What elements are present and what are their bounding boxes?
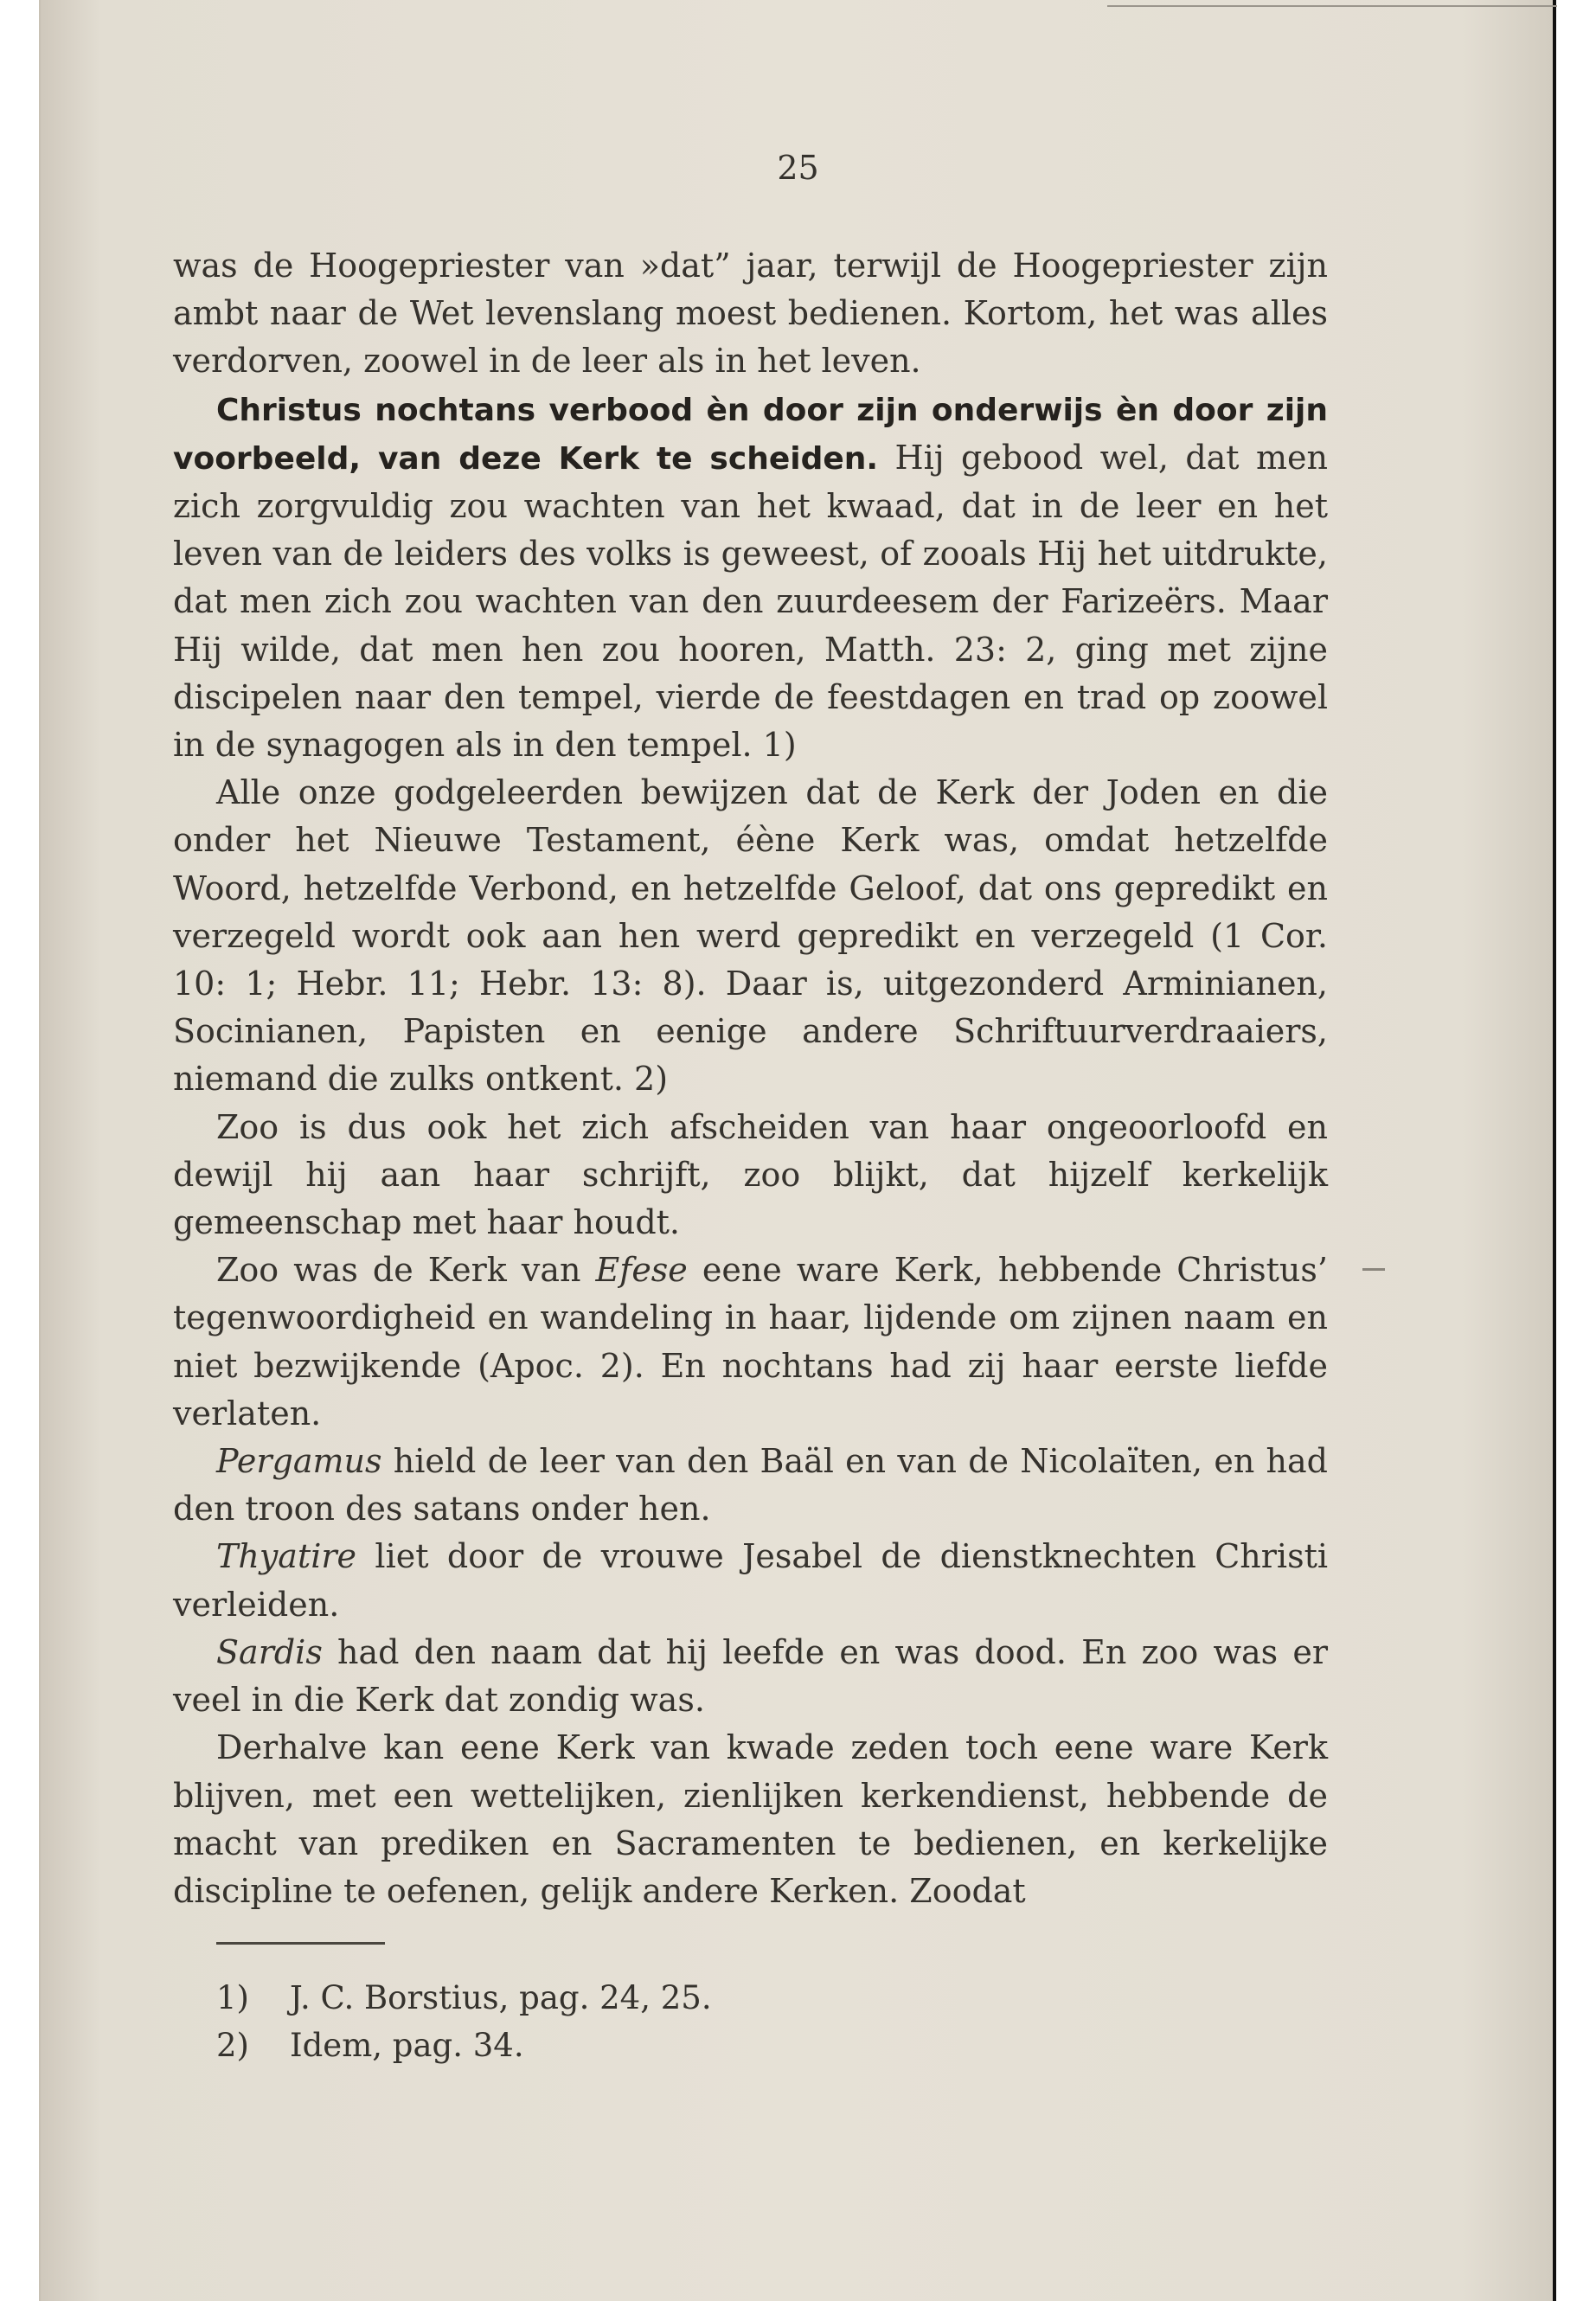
paragraph-9: Derhalve kan eene Kerk van kwade zeden toch eene ware Kerk blijven, met een wettelijken, zienlijken kerkendienst, hebbende de macht van prediken en Sacramenten te bedienen, en kerkelijke discipline te oefenen, gelijk andere Kerken. Zoodat [173,1728,1328,1910]
paragraph-5 [173,1247,1328,1438]
church-name-sardis: Sardis [216,1632,323,1671]
emphasized-sentence: Christus nochtans verbood èn door zijn onderwijs èn door zijn voorbeeld, van deze Kerk te scheiden. [173,392,1328,477]
paragraph-2-rest: Hij gebood wel, dat men zich zorgvuldig zou wachten van het kwaad, dat in de leer en het leven van de leiders des volks is geweest, of zooals Hij het uitdrukte, dat men zich zou wachten van den zuurdeesem der Farizeërs. Maar Hij wilde, dat men hen zou hooren, Matth. 23: 2, ging met zijne discipelen naar den tempel, vierde de feestdagen en trad op zoowel in de synagogen als in den tempel. 1) [173,438,1329,765]
paragraph-6-post: hield de leer van den Baäl en van de Nicolaïten, en had den troon des satans onder hen. [173,1442,1328,1529]
paragraph-7-post: liet door de vrouwe Jesabel de dienstknechten Christi verleiden. [173,1537,1328,1624]
scan-edge [1553,0,1556,2301]
paragraph-8-post: had den naam dat hij leefde en was dood. En zoo was er veel in die Kerk dat zondig was. [173,1632,1328,1720]
body-text [173,242,1328,1915]
footnote-1 [216,1974,712,2022]
footnote-number: 1) [216,1979,249,2016]
paragraph-5-pre: Zoo was de Kerk van [216,1251,596,1290]
footnote-text: J. C. Borstius, pag. 24, 25. [290,1979,712,2016]
paragraph-6 [173,1438,1328,1533]
footnote-number: 2) [216,2027,249,2064]
paragraph-1: was de Hoogepriester van »dat” jaar, terwijl de Hoogepriester zijn ambt naar de Wet levenslang moest bedienen. Kortom, het was alles verdorven, zoowel in de leer als in het leven. [173,247,1328,381]
paragraph-5-post: eene ware Kerk, hebbende Christus’ tegenwoordigheid en wandeling in haar, lijdende om zijnen naam en niet bezwijkende (Apoc. 2). En nochtans had zij haar eerste liefde verlaten. [173,1251,1328,1433]
church-name-thyatire: Thyatire [216,1537,357,1576]
margin-mark [1362,1268,1385,1271]
footnote-divider [216,1942,385,1945]
footnotes [216,1974,712,2069]
paragraph-3: Alle onze godgeleerden bewijzen dat de Kerk der Joden en die onder het Nieuwe Testament, éène Kerk was, omdat hetzelfde Woord, hetzelfde Verbond, en hetzelfde Geloof, dat ons gepredikt en verzegeld wordt ook aan hen werd gepredikt en verzegeld (1 Cor. 10: 1; Hebr. 11; Hebr. 13: 8). Daar is, uitgezonderd Arminianen, Socinianen, Papisten en eenige andere Schriftuurverdraaiers, niemand die zulks ontkent. 2) [173,773,1328,1099]
page-number: 25 [777,149,819,187]
footnote-text: Idem, pag. 34. [290,2027,524,2064]
church-name-pergamus: Pergamus [216,1442,382,1481]
footnote-2 [216,2022,712,2069]
paragraph-2 [173,386,1328,770]
paragraph-8 [173,1629,1328,1724]
paragraph-4: Zoo is dus ook het zich afscheiden van haar ongeoorloofd en dewijl hij aan haar schrijft, zoo blijkt, dat hijzelf kerkelijk gemeenschap met haar houdt. [173,1107,1328,1242]
scan-top-line [1107,5,1557,7]
paragraph-7 [173,1533,1328,1628]
church-name-efese: Efese [595,1251,688,1290]
